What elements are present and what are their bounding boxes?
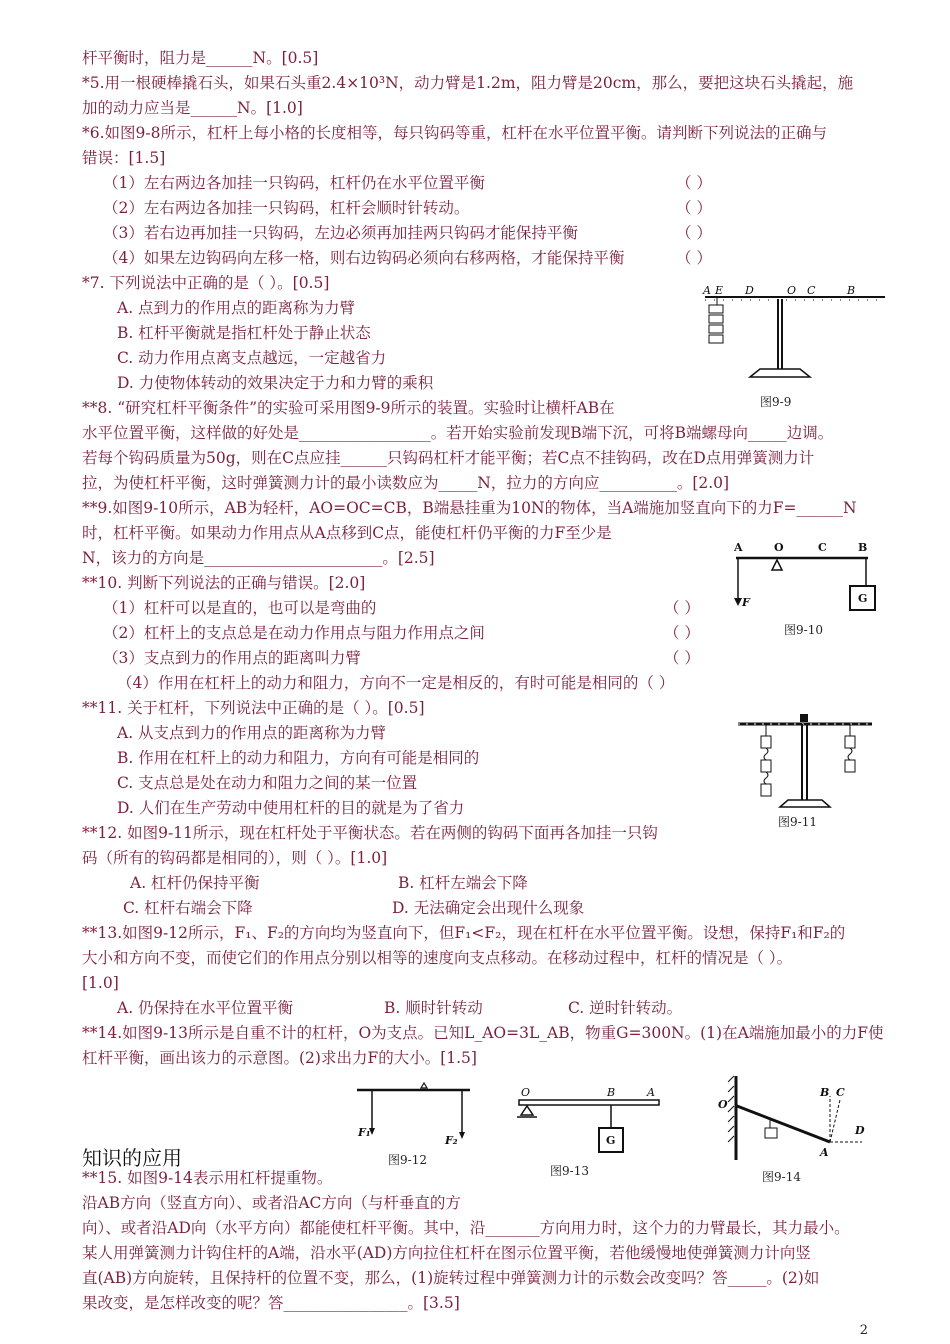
question-13: **13.如图9-12所示，F₁、F₂的方向均为竖直向下，但F₁<F₂，现在杠杆在水平位置平衡。设想，保持F₁和F₂的 xyxy=(82,924,846,942)
text-line: 直(AB)方向旋转，且保持杆的位置不变，那么，(1)旋转过程中弹簧测力计的示数会改变吗？答_____。(2)如 xyxy=(82,1269,820,1287)
text-line: 杠杆平衡，画出该力的示意图。(2)求出力F的大小。[1.5] xyxy=(82,1049,477,1067)
figure-caption: 图9-9 xyxy=(760,395,792,409)
figure-9-10 xyxy=(730,540,880,615)
figure-9-13 xyxy=(515,1082,665,1157)
figure-caption: 图9-10 xyxy=(784,623,823,637)
figure-9-14 xyxy=(712,1072,872,1164)
svg-text:B: B xyxy=(858,541,868,554)
figure-9-11 xyxy=(730,712,880,812)
label-a: A xyxy=(703,285,711,297)
text-line: 加的动力应当是______N。[1.0] xyxy=(82,99,303,117)
option-7c: C. 动力作用点离支点越远，一定越省力 xyxy=(117,349,387,367)
option-11d: D. 人们在生产劳动中使用杠杆的目的就是为了省力 xyxy=(117,799,465,817)
statement-10-4: （4）作用在杠杆上的动力和阻力，方向不一定是相反的，有时可能是相同的（ ） xyxy=(117,674,675,692)
text-line: 若每个钩码质量为50g，则在C点应挂______只钩码杠杆才能平衡；若C点不挂钩码，改在D点用弹簧测力计 xyxy=(82,449,815,467)
svg-text:D: D xyxy=(855,1124,865,1137)
option-11b: B. 作用在杠杆上的动力和阻力，方向有可能是相同的 xyxy=(117,749,480,767)
statement-10-1: （1）杠杆可以是直的，也可以是弯曲的 xyxy=(103,599,377,617)
svg-text:F₁: F₁ xyxy=(358,1126,371,1139)
option-13b: B. 顺时针转动 xyxy=(384,999,483,1017)
svg-text:A: A xyxy=(820,1146,829,1159)
option-11c: C. 支点总是处在动力和阻力之间的某一位置 xyxy=(117,774,418,792)
answer-bracket[interactable]: （ ） xyxy=(664,599,700,617)
svg-text:A: A xyxy=(647,1086,655,1099)
svg-text:C: C xyxy=(818,541,827,554)
question-6: *6.如图9-8所示，杠杆上每小格的长度相等，每只钩码等重，杠杆在水平位置平衡。请判断下列说法的正确与 xyxy=(82,124,828,142)
text-line: 沿AB方向（竖直方向）、或者沿AC方向（与杆垂直的方 xyxy=(82,1194,461,1212)
svg-text:O: O xyxy=(718,1098,728,1111)
svg-text:O: O xyxy=(774,541,784,554)
statement-6-2: （2）左右两边各加挂一只钩码，杠杆会顺时针转动。 xyxy=(103,199,470,217)
statement-6-1: （1）左右两边各加挂一只钩码，杠杆仍在水平位置平衡 xyxy=(103,174,485,192)
text-line: 某人用弹簧测力计钩住杆的A端，沿水平(AD)方向拉住杠杆在图示位置平衡，若他缓慢地使弹簧测力计向竖 xyxy=(82,1244,811,1262)
question-14: **14.如图9-13所示是自重不计的杠杆，O为支点。已知L_AO=3L_AB，物重G=300N。(1)在A端施加最小的力F使 xyxy=(82,1024,884,1042)
label-o: O xyxy=(787,285,797,297)
statement-6-3: （3）若右边再加挂一只钩码，左边必须再加挂两只钩码才能保持平衡 xyxy=(103,224,578,242)
option-12c: C. 杠杆右端会下降 xyxy=(123,899,253,917)
svg-text:G: G xyxy=(858,592,868,605)
text-line: 时，杠杆平衡。如果动力作用点从A点移到C点，能使杠杆仍平衡的力F至少是 xyxy=(82,524,612,542)
answer-bracket[interactable]: （ ） xyxy=(676,249,712,267)
question-12: **12. 如图9-11所示，现在杠杆处于平衡状态。若在两侧的钩码下面再各加挂一只钩 xyxy=(82,824,658,842)
section-title: 知识的应用 xyxy=(82,1146,182,1170)
text-line: [1.0] xyxy=(82,974,119,992)
figure-9-9 xyxy=(695,285,895,385)
answer-bracket[interactable]: （ ） xyxy=(676,199,712,217)
text-line: 向）、或者沿AD向（水平方向）都能使杠杆平衡。其中，沿_______方向用力时，这个力的力臂最长，其力最小。 xyxy=(82,1219,850,1237)
svg-text:G: G xyxy=(606,1134,616,1147)
option-7a: A. 点到力的作用点的距离称为力臂 xyxy=(117,299,356,317)
text-line: 杆平衡时，阻力是______N。[0.5] xyxy=(82,49,319,67)
page-number: 2 xyxy=(859,1323,868,1338)
figure-caption: 图9-11 xyxy=(778,815,817,829)
statement-10-2: （2）杠杆上的支点总是在动力作用点与阻力作用点之间 xyxy=(103,624,485,642)
question-9: **9.如图9-10所示，AB为轻杆，AO=OC=CB，B端悬挂重为10N的物体，当A端施加竖直向下的力F=______N xyxy=(82,499,857,517)
figure-caption: 图9-13 xyxy=(550,1164,589,1178)
question-7: *7. 下列说法中正确的是（ ）。[0.5] xyxy=(82,274,330,292)
text-line: 大小和方向不变，而使它们的作用点分别以相等的速度向支点移动。在移动过程中，杠杆的情况是（ ）。 xyxy=(82,949,793,967)
option-12b: B. 杠杆左端会下降 xyxy=(398,874,528,892)
svg-text:B: B xyxy=(820,1086,830,1099)
text-line: 水平位置平衡，这样做的好处是_________________。若开始实验前发现B端下沉，可将B端螺母向_____边调。 xyxy=(82,424,834,442)
svg-text:F₂: F₂ xyxy=(445,1134,458,1147)
question-11: **11. 关于杠杆，下列说法中正确的是（ ）。[0.5] xyxy=(82,699,425,717)
option-12d: D. 无法确定会出现什么现象 xyxy=(392,899,585,917)
option-11a: A. 从支点到力的作用点的距离称为力臂 xyxy=(117,724,387,742)
text-line: 码（所有的钩码都是相同的），则（ ）。[1.0] xyxy=(82,849,388,867)
statement-10-3: （3）支点到力的作用点的距离叫力臂 xyxy=(103,649,361,667)
svg-text:F: F xyxy=(742,596,750,609)
svg-text:C: C xyxy=(836,1086,845,1099)
statement-6-4: （4）如果左边钩码向左移一格，则右边钩码必须向右移两格，才能保持平衡 xyxy=(103,249,625,267)
question-5: *5.用一根硬棒撬石头，如果石头重2.4×10³N，动力臂是1.2m，阻力臂是20cm，那么，要把这块石头撬起，施 xyxy=(82,74,854,92)
text-line: N，该力的方向是_______________________。[2.5] xyxy=(82,549,435,567)
figure-9-12 xyxy=(352,1080,477,1150)
label-b: B xyxy=(847,285,856,297)
option-13c: C. 逆时针转动。 xyxy=(568,999,683,1017)
question-15: **15. 如图9-14表示用杠杆提重物。 xyxy=(82,1169,333,1187)
option-12a: A. 杠杆仍保持平衡 xyxy=(130,874,260,892)
text-line: 拉，为使杠杆平衡，这时弹簧测力计的最小读数应为_____N，拉力的方向应__________。[2.0] xyxy=(82,474,730,492)
label-c: C xyxy=(807,285,816,297)
svg-text:B: B xyxy=(607,1086,616,1099)
option-13a: A. 仍保持在水平位置平衡 xyxy=(117,999,294,1017)
text-line: 果改变，是怎样改变的呢？答________________。[3.5] xyxy=(82,1294,460,1312)
answer-bracket[interactable]: （ ） xyxy=(676,174,712,192)
question-8: **8. “研究杠杆平衡条件”的实验可采用图9-9所示的装置。实验时让横杆AB在 xyxy=(82,399,615,417)
svg-text:A: A xyxy=(734,541,743,554)
label-e: E xyxy=(715,285,724,297)
option-7b: B. 杠杆平衡就是指杠杆处于静止状态 xyxy=(117,324,371,342)
answer-bracket[interactable]: （ ） xyxy=(676,224,712,242)
text-line: 错误：[1.5] xyxy=(82,149,166,167)
figure-caption: 图9-12 xyxy=(388,1153,427,1167)
label-d: D xyxy=(745,285,754,297)
answer-bracket[interactable]: （ ） xyxy=(664,624,700,642)
question-10: **10. 判断下列说法的正确与错误。[2.0] xyxy=(82,574,366,592)
answer-bracket[interactable]: （ ） xyxy=(664,649,700,667)
figure-caption: 图9-14 xyxy=(762,1170,801,1184)
option-7d: D. 力使物体转动的效果决定于力和力臂的乘积 xyxy=(117,374,434,392)
svg-text:O: O xyxy=(521,1086,531,1099)
